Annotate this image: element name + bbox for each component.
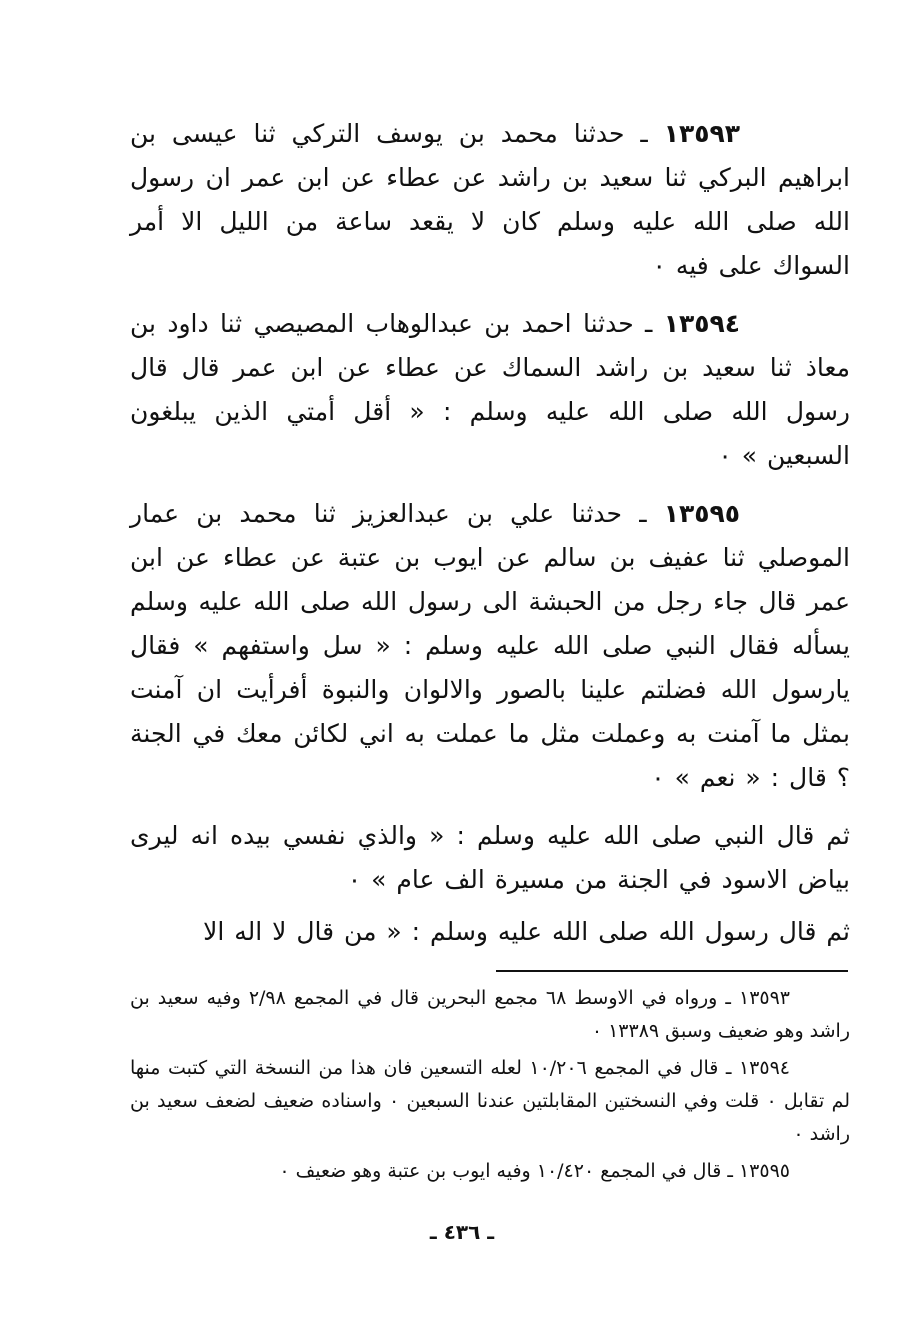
hadith-text: ـ حدثنا علي بن عبدالعزيز ثنا محمد بن عمار الموصلي ثنا عفيف بن سالم عن ايوب بن عتبة عن عطاء عن ابن عمر قال جاء رجل من الحبشة الى رسول الله صلى الله عليه وسلم يسأله فقال النبي صلى الله عليه وسلم : « سل واستفهم » فقال يارسول الله فضلتم علينا بالصور والالوان والنبوة أفرأيت ان آمنت بمثل ما آمنت به وعملت مثل ما عملت به اني لكائن معك في الجنة ؟ قال : « نعم » ٠ <box>130 499 850 792</box>
hadith-paragraph <box>130 492 850 800</box>
hadith-number: ١٣٥٩٣ <box>663 119 740 148</box>
continuation-paragraph: ثم قال رسول الله صلى الله عليه وسلم : « من قال لا اله الا <box>203 917 850 946</box>
main-text <box>130 112 850 962</box>
page-number: ـ ٤٣٦ ـ <box>429 1220 495 1244</box>
hadith-number: ١٣٥٩٤ <box>663 309 740 338</box>
footnote: ١٣٥٩٣ ـ ورواه في الاوسط ٦٨ مجمع البحرين قال في المجمع ٢/٩٨ وفيه سعيد بن راشد وهو ضعيف وسبق ١٣٣٨٩ ٠ <box>130 987 850 1042</box>
footnote: ١٣٥٩٥ ـ قال في المجمع ١٠/٤٢٠ وفيه ايوب بن عتبة وهو ضعيف ٠ <box>279 1160 790 1182</box>
hadith-paragraph <box>130 302 850 478</box>
hadith-number: ١٣٥٩٥ <box>663 499 740 528</box>
continuation-paragraph: ثم قال النبي صلى الله عليه وسلم : « والذي نفسي بيده انه ليرى بياض الاسود في الجنة من مسيرة الف عام » ٠ <box>130 821 850 894</box>
hadith-paragraph <box>130 112 850 288</box>
footnote: ١٣٥٩٤ ـ قال في المجمع ١٠/٢٠٦ لعله التسعين فان هذا من النسخة التي كتبت منها لم تقابل ٠ قلت وفي النسختين المقابلتين عندنا السبعين ٠ واسناده ضعيف لضعف سعيد بن راشد ٠ <box>130 1057 851 1145</box>
hadith-text: ـ حدثنا احمد بن عبدالوهاب المصيصي ثنا داود بن معاذ ثنا سعيد بن راشد السماك عن عطاء عن ابن عمر قال قال رسول الله صلى الله عليه وسلم : « أقل أمتي الذين يبلغون السبعين » ٠ <box>130 309 850 470</box>
hadith-text: ـ حدثنا محمد بن يوسف التركي ثنا عيسى بن ابراهيم البركي ثنا سعيد بن راشد عن عطاء عن ابن عمر ان رسول الله صلى الله عليه وسلم كان لا يقعد ساعة من الليل الا أمر السواك على فيه ٠ <box>130 119 850 280</box>
footnotes <box>130 982 850 1192</box>
footnote-divider <box>496 970 848 972</box>
